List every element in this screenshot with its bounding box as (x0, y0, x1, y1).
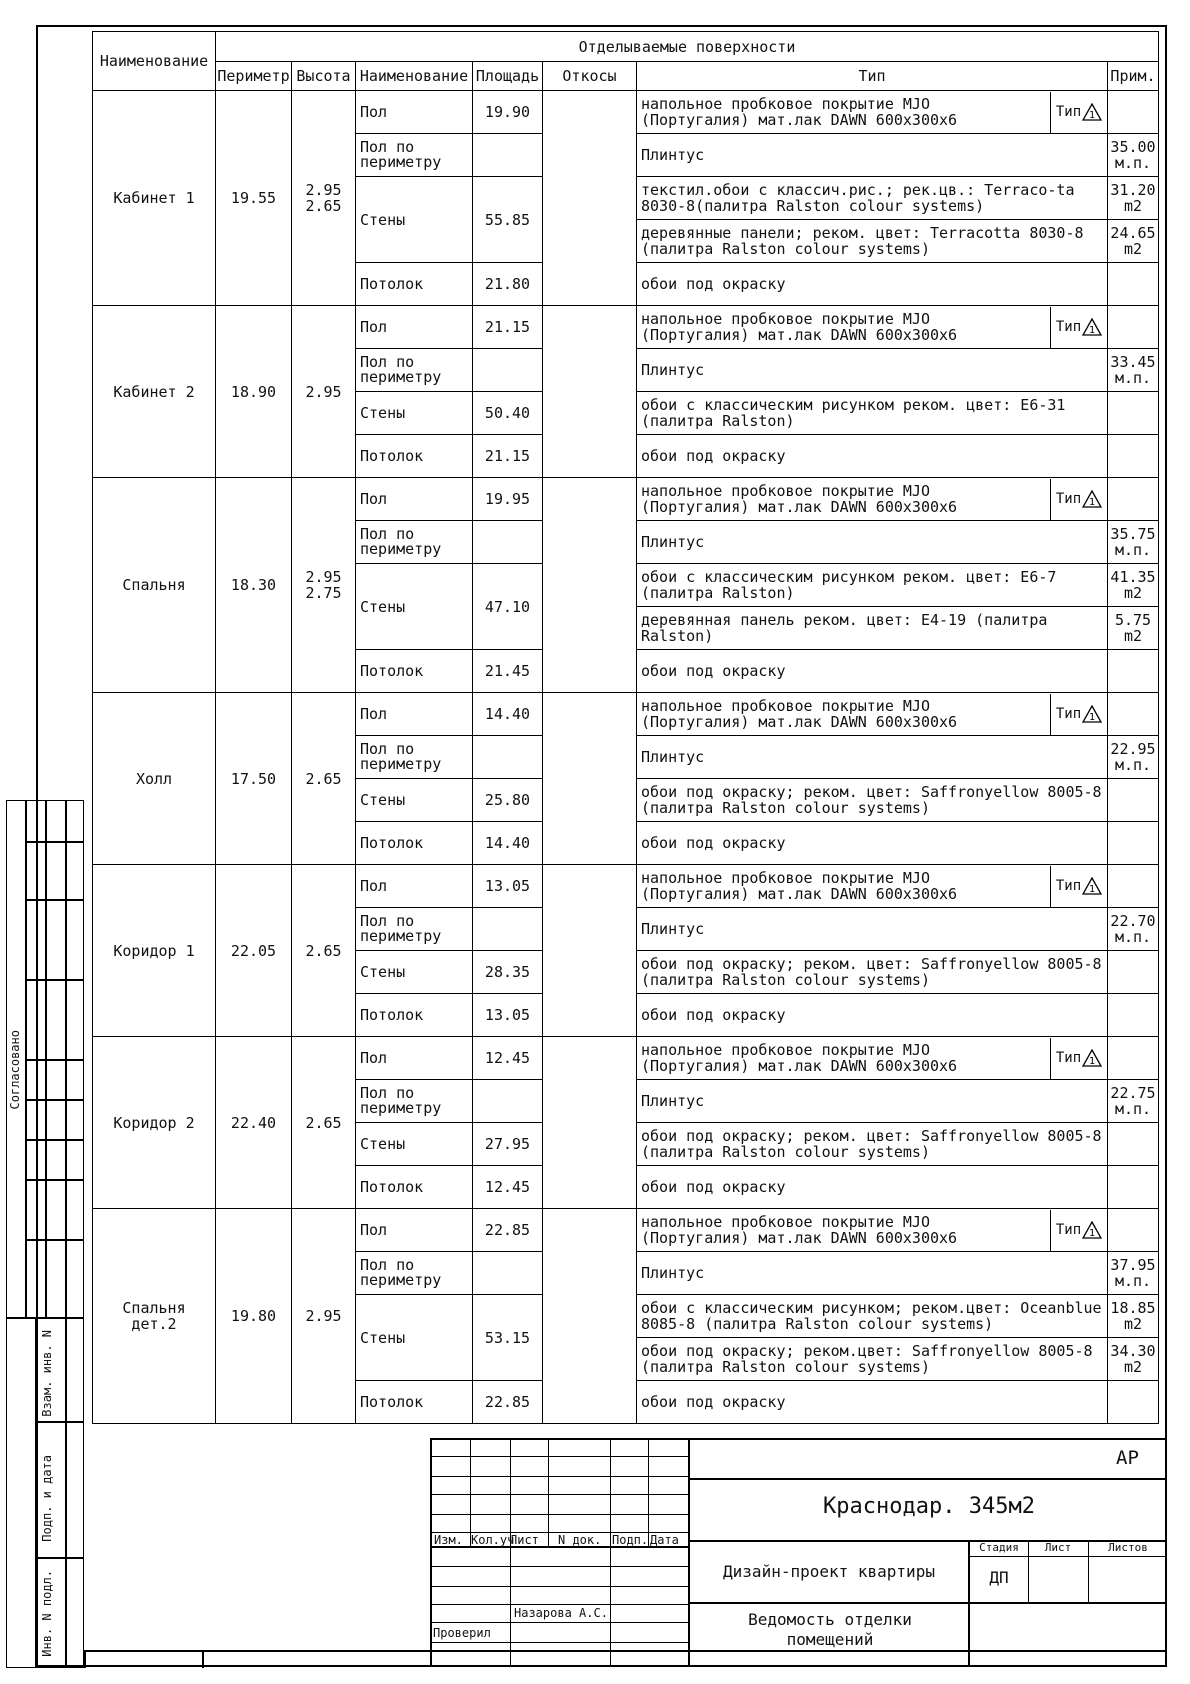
plinth-note: 22.95 м.п. (1108, 736, 1159, 779)
plinth-area (473, 349, 543, 392)
frame-tick (84, 1650, 86, 1668)
tip-marker (1050, 1038, 1107, 1079)
walls-area: 25.80 (473, 779, 543, 822)
plinth-type: Плинтус (637, 908, 1108, 951)
tip-marker (1050, 1210, 1107, 1251)
ceiling-note (1108, 1381, 1159, 1424)
ceiling-area: 12.45 (473, 1166, 543, 1209)
walls-area: 55.85 (473, 177, 543, 263)
ceiling-type: обои под окраску (637, 650, 1108, 693)
room-perimeter: 22.05 (216, 865, 292, 1037)
surface-floor-perimeter: Пол по периметру (356, 1252, 473, 1295)
svg-text:1: 1 (1089, 1056, 1096, 1067)
floor-note (1108, 693, 1159, 736)
stage-label: Стадия (979, 1541, 1019, 1554)
walls-type: обои с классическим рисунком; реком.цвет: Oceanblue 8085-8 (палитра Ralston colour systems) (637, 1295, 1108, 1338)
svg-text:1: 1 (1089, 110, 1096, 121)
ceiling-type: обои под окраску (637, 435, 1108, 478)
plinth-area (473, 1252, 543, 1295)
table-row (93, 865, 1159, 908)
table-row (93, 693, 1159, 736)
room-name: Коридор 2 (93, 1037, 216, 1209)
room-name: Холл (93, 693, 216, 865)
surface-floor: Пол (356, 1037, 473, 1080)
floor-area: 22.85 (473, 1209, 543, 1252)
room-name: Кабинет 2 (93, 306, 216, 478)
floor-note (1108, 91, 1159, 134)
surface-walls: Стены (356, 951, 473, 994)
svg-text:1: 1 (1089, 1228, 1096, 1239)
tip-marker (1050, 866, 1107, 907)
slopes-cell (543, 478, 637, 693)
floor-type: напольное пробковое покрытие MJO (Португалия) мат.лак DAWN 600x300x6 (641, 869, 958, 903)
walls-note: 31.20 m2 (1108, 177, 1159, 220)
sheet-label: Лист (1044, 1541, 1072, 1554)
walls-note (1108, 779, 1159, 822)
room-height: 2.65 (292, 865, 356, 1037)
ceiling-area: 21.45 (473, 650, 543, 693)
table-row (93, 306, 1159, 349)
walls-note: 18.85 m2 (1108, 1295, 1159, 1338)
room-height: 2.95 (292, 1209, 356, 1424)
surface-floor-perimeter: Пол по периметру (356, 1080, 473, 1123)
floor-type-cell (637, 1209, 1108, 1252)
surface-floor: Пол (356, 693, 473, 736)
walls-note: 34.30 m2 (1108, 1338, 1159, 1381)
plinth-area (473, 908, 543, 951)
room-height: 2.65 (292, 1037, 356, 1209)
surface-ceiling: Потолок (356, 263, 473, 306)
surface-floor-perimeter: Пол по периметру (356, 736, 473, 779)
warning-triangle-icon (1082, 318, 1102, 336)
floor-type-cell (637, 1037, 1108, 1080)
floor-note (1108, 306, 1159, 349)
plinth-area (473, 736, 543, 779)
floor-type-cell (637, 306, 1108, 349)
ceiling-note (1108, 263, 1159, 306)
room-perimeter: 17.50 (216, 693, 292, 865)
plinth-note: 22.75 м.п. (1108, 1080, 1159, 1123)
room-name: Спальня (93, 478, 216, 693)
header-name: Наименование (93, 32, 216, 91)
walls-type: обои с классическим рисунком реком. цвет: E6-31 (палитра Ralston) (637, 392, 1108, 435)
walls-area: 53.15 (473, 1295, 543, 1381)
warning-triangle-icon (1082, 490, 1102, 508)
frame-tick (202, 1650, 204, 1668)
header-area: Площадь (473, 62, 543, 91)
ceiling-area: 21.80 (473, 263, 543, 306)
tip-label: Тип (1055, 319, 1082, 335)
title-block (430, 1438, 1167, 1666)
surface-floor-perimeter: Пол по периметру (356, 134, 473, 177)
surface-walls: Стены (356, 1295, 473, 1381)
plinth-note: 35.75 м.п. (1108, 521, 1159, 564)
plinth-type: Плинтус (637, 736, 1108, 779)
floor-area: 12.45 (473, 1037, 543, 1080)
surface-floor-perimeter: Пол по периметру (356, 908, 473, 951)
walls-area: 50.40 (473, 392, 543, 435)
agreed-label: Согласовано (8, 1030, 22, 1110)
room-perimeter: 18.30 (216, 478, 292, 693)
room-perimeter: 18.90 (216, 306, 292, 478)
ceiling-note (1108, 435, 1159, 478)
stage-value: ДП (989, 1568, 1009, 1587)
floor-type-cell (637, 693, 1108, 736)
room-name: Кабинет 1 (93, 91, 216, 306)
walls-type: текстил.обои с классич.рис.; рек.цв.: Terraco-ta 8030-8(палитра Ralston colour systems) (637, 177, 1108, 220)
ceiling-type: обои под окраску (637, 1166, 1108, 1209)
plinth-type: Плинтус (637, 1252, 1108, 1295)
room-name: Коридор 1 (93, 865, 216, 1037)
warning-triangle-icon (1082, 1221, 1102, 1239)
room-height: 2.95 2.75 (292, 478, 356, 693)
floor-area: 21.15 (473, 306, 543, 349)
ceiling-type: обои под окраску (637, 994, 1108, 1037)
surface-walls: Стены (356, 177, 473, 263)
design-project-title: Дизайн-проект квартиры (723, 1562, 935, 1581)
plinth-type: Плинтус (637, 349, 1108, 392)
walls-type: обои под окраску; реком. цвет: Saffronyellow 8005-8 (палитра Ralston colour systems) (637, 1123, 1108, 1166)
plinth-note: 22.70 м.п. (1108, 908, 1159, 951)
slopes-cell (543, 693, 637, 865)
sign-date-label: Подп. и дата (40, 1455, 54, 1542)
plinth-type: Плинтус (637, 134, 1108, 177)
walls-type: обои под окраску; реком. цвет: Saffronyellow 8005-8 (палитра Ralston colour systems) (637, 779, 1108, 822)
ceiling-note (1108, 994, 1159, 1037)
svg-text:1: 1 (1089, 884, 1096, 895)
tip-label: Тип (1055, 1222, 1082, 1238)
table-row (93, 478, 1159, 521)
surface-floor-perimeter: Пол по периметру (356, 349, 473, 392)
plinth-area (473, 1080, 543, 1123)
project-name: Краснодар. 345м2 (823, 1494, 1035, 1519)
surface-walls: Стены (356, 1123, 473, 1166)
walls-note: 41.35 m2 (1108, 564, 1159, 607)
table-row (93, 1037, 1159, 1080)
slopes-cell (543, 306, 637, 478)
plinth-note: 35.00 м.п. (1108, 134, 1159, 177)
floor-type: напольное пробковое покрытие MJO (Португалия) мат.лак DAWN 600x300x6 (641, 1041, 958, 1075)
ceiling-area: 22.85 (473, 1381, 543, 1424)
walls-note: 24.65 m2 (1108, 220, 1159, 263)
plinth-note: 33.45 м.п. (1108, 349, 1159, 392)
room-perimeter: 19.80 (216, 1209, 292, 1424)
walls-note (1108, 392, 1159, 435)
warning-triangle-icon (1082, 705, 1102, 723)
walls-note (1108, 951, 1159, 994)
walls-type: обои с классическим рисунком реком. цвет: E6-7 (палитра Ralston) (637, 564, 1108, 607)
floor-type: напольное пробковое покрытие MJO (Португалия) мат.лак DAWN 600x300x6 (641, 1213, 958, 1247)
surface-ceiling: Потолок (356, 1381, 473, 1424)
walls-type: деревянные панели; реком. цвет: Terracotta 8030-8 (палитра Ralston colour systems) (637, 220, 1108, 263)
tip-label: Тип (1055, 1050, 1082, 1066)
plinth-type: Плинтус (637, 1080, 1108, 1123)
walls-area: 47.10 (473, 564, 543, 650)
floor-note (1108, 1209, 1159, 1252)
tip-marker (1050, 92, 1107, 133)
ceiling-note (1108, 650, 1159, 693)
walls-area: 28.35 (473, 951, 543, 994)
frame-tick (84, 1650, 1167, 1652)
table-row (93, 1209, 1159, 1252)
walls-note: 5.75 m2 (1108, 607, 1159, 650)
col-list-label: Лист (510, 1533, 539, 1547)
surface-floor: Пол (356, 478, 473, 521)
col-izm-label: Изм. (434, 1533, 463, 1547)
ceiling-type: обои под окраску (637, 1381, 1108, 1424)
surface-ceiling: Потолок (356, 994, 473, 1037)
surface-walls: Стены (356, 564, 473, 650)
surface-ceiling: Потолок (356, 822, 473, 865)
tip-marker (1050, 694, 1107, 735)
floor-type-cell (637, 478, 1108, 521)
surface-floor: Пол (356, 306, 473, 349)
ceiling-area: 14.40 (473, 822, 543, 865)
sheet-title: Ведомость отделки помещений (748, 1610, 912, 1649)
ceiling-note (1108, 822, 1159, 865)
header-surface-name: Наименование (356, 62, 473, 91)
author-name: Назарова А.С. (514, 1606, 608, 1620)
replacement-inv-label: Взам. инв. N (40, 1330, 54, 1417)
surface-floor: Пол (356, 91, 473, 134)
ceiling-note (1108, 1166, 1159, 1209)
col-podp-label: Подп. (612, 1533, 649, 1547)
room-perimeter: 19.55 (216, 91, 292, 306)
svg-text:1: 1 (1089, 712, 1096, 723)
surface-floor: Пол (356, 1209, 473, 1252)
plinth-note: 37.95 м.п. (1108, 1252, 1159, 1295)
walls-type: деревянная панель реком. цвет: E4-19 (палитра Ralston) (637, 607, 1108, 650)
slopes-cell (543, 865, 637, 1037)
tip-label: Тип (1055, 491, 1082, 507)
floor-type: напольное пробковое покрытие MJO (Португалия) мат.лак DAWN 600x300x6 (641, 95, 958, 129)
floor-type: напольное пробковое покрытие MJO (Португалия) мат.лак DAWN 600x300x6 (641, 482, 958, 516)
surface-ceiling: Потолок (356, 1166, 473, 1209)
floor-area: 19.95 (473, 478, 543, 521)
plinth-area (473, 134, 543, 177)
surface-walls: Стены (356, 779, 473, 822)
warning-triangle-icon (1082, 877, 1102, 895)
floor-area: 13.05 (473, 865, 543, 908)
tip-marker (1050, 307, 1107, 348)
floor-note (1108, 865, 1159, 908)
surface-ceiling: Потолок (356, 435, 473, 478)
floor-type: напольное пробковое покрытие MJO (Португалия) мат.лак DAWN 600x300x6 (641, 697, 958, 731)
surface-walls: Стены (356, 392, 473, 435)
header-slopes: Откосы (543, 62, 637, 91)
surface-floor: Пол (356, 865, 473, 908)
col-ndok-label: N док. (558, 1533, 602, 1547)
header-note: Прим. (1108, 62, 1159, 91)
warning-triangle-icon (1082, 103, 1102, 121)
floor-area: 19.90 (473, 91, 543, 134)
header-perimeter: Периметр (216, 62, 292, 91)
room-height: 2.65 (292, 693, 356, 865)
surface-ceiling: Потолок (356, 650, 473, 693)
col-date-label: Дата (650, 1533, 679, 1547)
table-row (93, 91, 1159, 134)
col-kolvo-label: Кол.уч (471, 1533, 515, 1547)
warning-triangle-icon (1082, 1049, 1102, 1067)
tip-label: Тип (1055, 706, 1082, 722)
ceiling-area: 13.05 (473, 994, 543, 1037)
room-height: 2.95 (292, 306, 356, 478)
original-inv-label: Инв. N подл. (40, 1570, 54, 1657)
svg-text:1: 1 (1089, 325, 1096, 336)
sheets-label: Листов (1108, 1541, 1148, 1554)
finish-schedule-table (92, 31, 1159, 1424)
floor-type: напольное пробковое покрытие MJO (Португалия) мат.лак DAWN 600x300x6 (641, 310, 958, 344)
room-name: Спальня дет.2 (93, 1209, 216, 1424)
tip-marker (1050, 479, 1107, 520)
floor-area: 14.40 (473, 693, 543, 736)
plinth-area (473, 521, 543, 564)
slopes-cell (543, 1037, 637, 1209)
header-type: Тип (637, 62, 1108, 91)
header-surfaces: Отделываемые поверхности (216, 32, 1159, 62)
floor-type-cell (637, 91, 1108, 134)
checked-label: Проверил (433, 1626, 491, 1640)
floor-type-cell (637, 865, 1108, 908)
svg-text:1: 1 (1089, 497, 1096, 508)
walls-note (1108, 1123, 1159, 1166)
sheet-code: АР (1116, 1447, 1139, 1469)
ceiling-type: обои под окраску (637, 263, 1108, 306)
tip-label: Тип (1055, 878, 1082, 894)
plinth-type: Плинтус (637, 521, 1108, 564)
slopes-cell (543, 1209, 637, 1424)
walls-type: обои под окраску; реком.цвет: Saffronyellow 8005-8 (палитра Ralston colour systems) (637, 1338, 1108, 1381)
room-perimeter: 22.40 (216, 1037, 292, 1209)
tip-label: Тип (1055, 104, 1082, 120)
surface-floor-perimeter: Пол по периметру (356, 521, 473, 564)
walls-area: 27.95 (473, 1123, 543, 1166)
ceiling-type: обои под окраску (637, 822, 1108, 865)
ceiling-area: 21.15 (473, 435, 543, 478)
header-height: Высота (292, 62, 356, 91)
floor-note (1108, 1037, 1159, 1080)
walls-type: обои под окраску; реком. цвет: Saffronyellow 8005-8 (палитра Ralston colour systems) (637, 951, 1108, 994)
room-height: 2.95 2.65 (292, 91, 356, 306)
floor-note (1108, 478, 1159, 521)
slopes-cell (543, 91, 637, 306)
